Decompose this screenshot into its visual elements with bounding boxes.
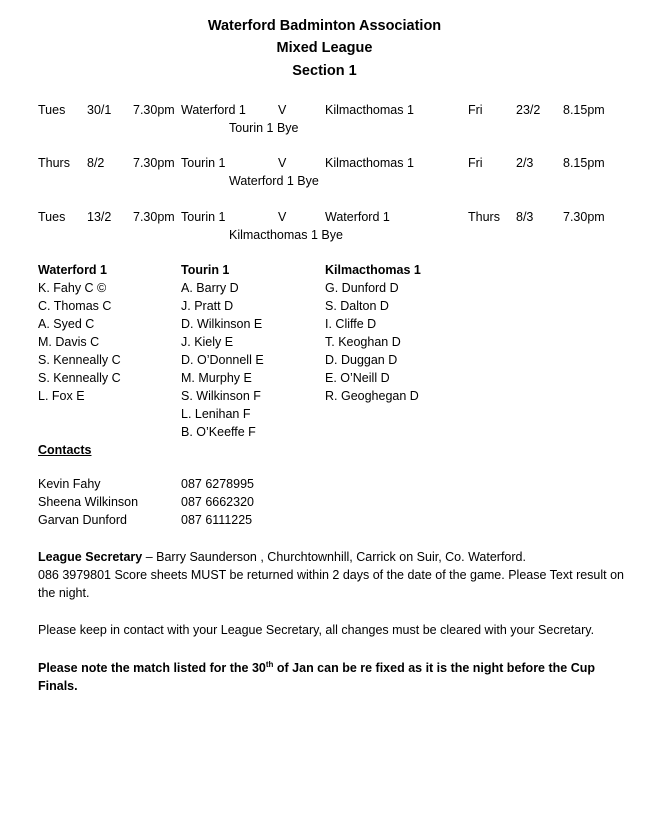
- fixture-date: 13/2: [87, 210, 112, 224]
- player: G. Dunford D: [325, 281, 399, 295]
- fixture-away: Kilmacthomas 1: [325, 103, 414, 117]
- player: S. Kenneally C: [38, 353, 121, 367]
- fixture-alt-time: 8.15pm: [563, 156, 605, 170]
- fixture-date: 30/1: [87, 103, 112, 117]
- fixture-vs: V: [278, 210, 287, 224]
- player: A. Barry D: [181, 281, 239, 295]
- contact-name: Kevin Fahy: [38, 477, 101, 491]
- contacts-heading: Contacts: [38, 443, 92, 457]
- player: J. Kiely E: [181, 335, 234, 349]
- fixture-alt-date: 8/3: [516, 210, 534, 224]
- contact-phone: 087 6662320: [181, 495, 254, 509]
- player: T. Keoghan D: [325, 335, 401, 349]
- note-sup: th: [265, 660, 274, 669]
- player: S. Dalton D: [325, 299, 389, 313]
- player: D. Duggan D: [325, 353, 398, 367]
- fixture-time: 7.30pm: [133, 210, 175, 224]
- fixture-day: Tues: [38, 210, 66, 224]
- fixture-bye: Tourin 1 Bye: [229, 121, 299, 135]
- fixture-home: Tourin 1: [181, 156, 226, 170]
- player: C. Thomas C: [38, 299, 112, 313]
- player: J. Pratt D: [181, 299, 234, 313]
- player: A. Syed C: [38, 317, 95, 331]
- fixture-alt-time: 8.15pm: [563, 103, 605, 117]
- fixture-bye: Kilmacthomas 1 Bye: [229, 228, 343, 242]
- fixture-alt-time: 7.30pm: [563, 210, 605, 224]
- player: K. Fahy C ©: [38, 281, 107, 295]
- note-before: Please note the match listed for the 30: [38, 661, 266, 676]
- player: D. Wilkinson E: [181, 317, 263, 331]
- keep-contact-paragraph: Please keep in contact with your League Secretary, all changes must be cleared with your Secretary.: [38, 623, 595, 637]
- team-name: Tourin 1: [181, 263, 230, 277]
- player: S. Wilkinson F: [181, 389, 261, 403]
- player: M. Davis C: [38, 335, 100, 349]
- fixture-vs: V: [278, 103, 287, 117]
- player: B. O’Keeffe F: [181, 425, 256, 439]
- fixture-away: Kilmacthomas 1: [325, 156, 414, 170]
- note-after: of Jan can be re fixed as it is the night before the Cup Finals.: [38, 661, 596, 694]
- fixture-day: Thurs: [38, 156, 70, 170]
- fixture-alt-date: 2/3: [516, 156, 534, 170]
- secretary-label: League Secretary: [38, 550, 143, 564]
- fixture-date: 8/2: [87, 156, 105, 170]
- note-paragraph: [38, 656, 638, 695]
- player: M. Murphy E: [181, 371, 252, 385]
- fixture-day: Tues: [38, 103, 66, 117]
- fixture-alt-day: Fri: [468, 156, 483, 170]
- fixture-away: Waterford 1: [325, 210, 390, 224]
- secretary-address: – Barry Saunderson , Churchtownhill, Carrick on Suir, Co. Waterford.: [142, 550, 526, 564]
- fixture-alt-day: Fri: [468, 103, 483, 117]
- team-name: Waterford 1: [38, 263, 107, 277]
- league-title: Mixed League: [276, 40, 373, 56]
- document-title: Waterford Badminton Association: [207, 18, 442, 34]
- fixture-vs: V: [278, 156, 287, 170]
- contact-name: Sheena Wilkinson: [38, 495, 139, 509]
- player: L. Lenihan F: [181, 407, 251, 421]
- contact-name: Garvan Dunford: [38, 513, 127, 527]
- fixture-bye: Waterford 1 Bye: [229, 174, 319, 188]
- fixture-home: Waterford 1: [181, 103, 246, 117]
- player: E. O’Neill D: [325, 371, 390, 385]
- fixture-time: 7.30pm: [133, 103, 175, 117]
- player: S. Kenneally C: [38, 371, 121, 385]
- contact-phone: 087 6111225: [181, 513, 253, 527]
- player: D. O’Donnell E: [181, 353, 264, 367]
- contact-phone: 087 6278995: [181, 477, 254, 491]
- player: I. Cliffe D: [325, 317, 377, 331]
- fixture-time: 7.30pm: [133, 156, 175, 170]
- fixture-alt-day: Thurs: [468, 210, 500, 224]
- secretary-paragraph: [38, 548, 638, 602]
- fixture-home: Tourin 1: [181, 210, 226, 224]
- player: L. Fox E: [38, 389, 85, 403]
- fixture-alt-date: 23/2: [516, 103, 541, 117]
- team-name: Kilmacthomas 1: [325, 263, 421, 277]
- player: R. Geoghegan D: [325, 389, 419, 403]
- section-title: Section 1: [292, 63, 357, 79]
- secretary-instructions: 086 3979801 Score sheets MUST be returned within 2 days of the date of the game. Please Text result on the night.: [38, 568, 625, 600]
